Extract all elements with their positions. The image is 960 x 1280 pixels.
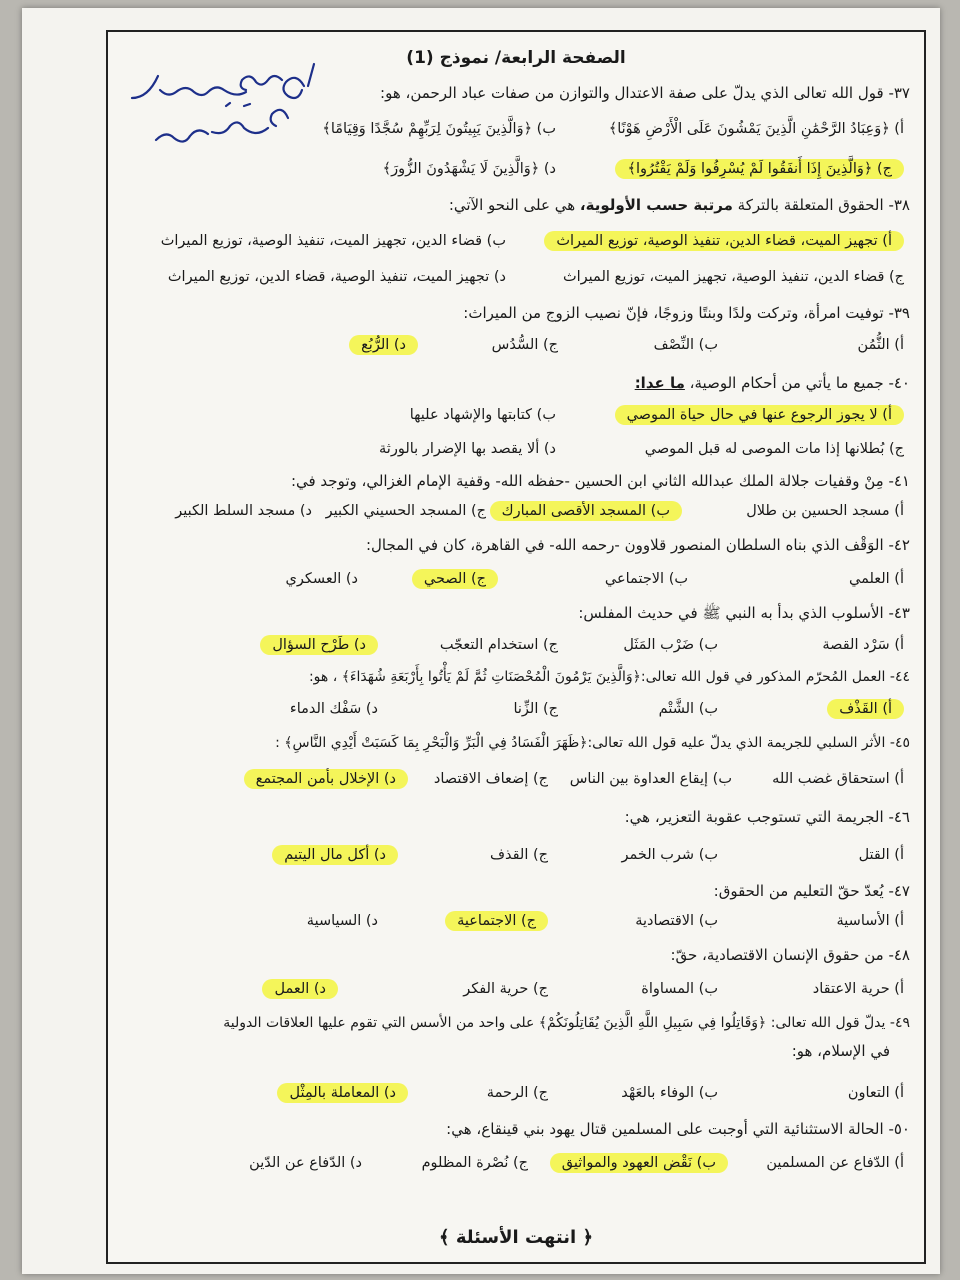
q42-option-d: د) العسكري <box>285 571 358 587</box>
exam-frame <box>106 30 926 1264</box>
question-46: ٤٦- الجريمة التي تستوجب عقوبة التعزير، هي: <box>624 808 910 826</box>
q40-option-a: أ) لا يجوز الرجوع عنها في حال حياة الموصي <box>615 405 904 425</box>
q45-option-c: ج) إضعاف الاقتصاد <box>433 771 548 787</box>
q37-option-d: د) ﴿وَالَّذِينَ لَا يَشْهَدُونَ الزُّورَ﴾ <box>382 161 556 177</box>
q38-option-b: ب) قضاء الدين، تجهيز الميت، تنفيذ الوصية، توزيع الميراث <box>160 233 506 249</box>
q42-option-b: ب) الاجتماعي <box>604 571 688 587</box>
q43-option-c: ج) استخدام التعجّب <box>439 637 558 653</box>
paper-sheet <box>22 8 940 1274</box>
end-of-questions: ﴿ انتهت الأسئلة ﴾ <box>439 1227 593 1248</box>
question-43: ٤٣- الأسلوب الذي بدأ به النبي ﷺ في حديث المفلس: <box>578 604 910 622</box>
q44-option-b: ب) الشَّتْم <box>658 701 718 717</box>
q49-option-a: أ) التعاون <box>847 1085 904 1101</box>
q44-option-c: ج) الزِّنا <box>513 701 558 717</box>
q50-option-d: د) الدّفاع عن الدّين <box>249 1155 362 1171</box>
question-41: ٤١- مِنْ وقفيات جلالة الملك عبدالله الثاني ابن الحسين -حفظه الله- وقفية الإمام الغزالي، وتوجد في: <box>290 472 910 490</box>
question-38: ٣٨- الحقوق المتعلقة بالتركة مرتبة حسب الأولوية، هي على النحو الآتي: <box>448 196 910 214</box>
q47-option-d: د) السياسية <box>306 913 378 929</box>
q48-option-b: ب) المساواة <box>641 981 718 997</box>
question-45: ٤٥- الأثر السلبي للجريمة الذي يدلّ عليه قول الله تعالى:﴿ظَهَرَ الْفَسَادُ فِي الْبَرِّ وَالْبَحْرِ بِمَا كَسَبَتْ أَيْدِي النَّاسِ﴾ : <box>275 735 910 751</box>
q39-option-c: ج) السُّدُس <box>491 337 558 353</box>
question-47: ٤٧- يُعدّ حقّ التعليم من الحقوق: <box>713 882 910 900</box>
q42-option-c: ج) الصحي <box>412 569 498 589</box>
q38-option-d: د) تجهيز الميت، تنفيذ الوصية، قضاء الدين، توزيع الميراث <box>167 269 506 285</box>
q40-option-d: د) ألا يقصد بها الإضرار بالورثة <box>379 441 556 457</box>
q41-option-c: ج) المسجد الحسيني الكبير <box>325 503 486 519</box>
q40-option-b: ب) كتابتها والإشهاد عليها <box>409 407 556 423</box>
q41-option-a: أ) مسجد الحسين بن طلال <box>746 503 904 519</box>
q45-option-a: أ) استحقاق غضب الله <box>772 771 904 787</box>
q38-option-a: أ) تجهيز الميت، قضاء الدين، تنفيذ الوصية، توزيع الميراث <box>544 231 904 251</box>
q48-option-c: ج) حرية الفكر <box>463 981 548 997</box>
q46-option-d: د) أكل مال اليتيم <box>272 845 398 865</box>
q42-option-a: أ) العلمي <box>848 571 904 587</box>
question-49-continuation: في الإسلام، هو: <box>791 1042 890 1060</box>
q39-option-d: د) الرُّبُع <box>349 335 418 355</box>
q49-option-c: ج) الرحمة <box>486 1085 548 1101</box>
q49-option-d: د) المعاملة بالمِثْل <box>277 1083 408 1103</box>
q50-option-c: ج) نُصْرة المظلوم <box>421 1155 528 1171</box>
q45-option-d: د) الإخلال بأمن المجتمع <box>244 769 408 789</box>
question-40: ٤٠- جميع ما يأتي من أحكام الوصية، ما عدا: <box>634 374 910 392</box>
q37-option-a: أ) ﴿وَعِبَادُ الرَّحْمَٰنِ الَّذِينَ يَمْشُونَ عَلَى الْأَرْضِ هَوْنًا﴾ <box>608 121 904 137</box>
q47-option-b: ب) الاقتصادية <box>635 913 718 929</box>
q43-option-d: د) طَرْح السؤال <box>260 635 378 655</box>
q38-option-c: ج) قضاء الدين، تنفيذ الوصية، تجهيز الميت، توزيع الميراث <box>563 269 904 285</box>
q37-option-c: ج) ﴿وَالَّذِينَ إِذَا أَنفَقُوا لَمْ يُسْرِفُوا وَلَمْ يَقْتُرُوا﴾ <box>615 159 904 179</box>
q48-option-d: د) العمل <box>262 979 338 999</box>
q41-option-d: د) مسجد السلط الكبير <box>175 503 312 519</box>
question-48: ٤٨- من حقوق الإنسان الاقتصادية، حقّ: <box>670 946 910 964</box>
q46-option-c: ج) القذف <box>489 847 548 863</box>
question-50: ٥٠- الحالة الاستثنائية التي أوجبت على المسلمين قتال يهود بني قينقاع، هي: <box>446 1120 910 1138</box>
question-49: ٤٩- يدلّ قول الله تعالى: ﴿وَقَاتِلُوا فِي سَبِيلِ اللَّهِ الَّذِينَ يُقَاتِلُونَكُمْ﴾ على واحد من الأسس التي تقوم عليها العلاقات الدولية <box>223 1015 910 1031</box>
question-39: ٣٩- توفيت امرأة، وتركت ولدًا وبنتًا وزوجًا، فإنّ نصيب الزوج من الميراث: <box>463 304 910 322</box>
q47-option-c: ج) الاجتماعية <box>445 911 548 931</box>
q47-option-a: أ) الأساسية <box>836 913 904 929</box>
q40-option-c: ج) بُطلانها إذا مات الموصى له قبل الموصي <box>644 441 904 457</box>
q39-option-a: أ) الثُّمُن <box>857 337 904 353</box>
q50-option-b: ب) نَقْض العهود والمواثيق <box>550 1153 728 1173</box>
q43-option-a: أ) سَرْد القصة <box>822 637 904 653</box>
question-42: ٤٢- الوَقْف الذي بناه السلطان المنصور قلاوون -رحمه الله- في القاهرة، كان في المجال: <box>365 536 910 554</box>
q46-option-a: أ) القتل <box>858 847 904 863</box>
q45-option-b: ب) إيقاع العداوة بين الناس <box>569 771 732 787</box>
q44-option-d: د) سَفْك الدماء <box>289 701 378 717</box>
page-title: الصفحة الرابعة/ نموذج (1) <box>406 48 626 68</box>
q41-option-b: ب) المسجد الأقصى المبارك <box>490 501 682 521</box>
q48-option-a: أ) حرية الاعتقاد <box>812 981 904 997</box>
q50-option-a: أ) الدّفاع عن المسلمين <box>766 1155 904 1171</box>
q49-option-b: ب) الوفاء بالعَهْد <box>621 1085 718 1101</box>
q44-option-a: أ) القَذْف <box>827 699 904 719</box>
q37-option-b: ب) ﴿وَالَّذِينَ يَبِيتُونَ لِرَبِّهِمْ سُجَّدًا وَقِيَامًا﴾ <box>322 121 556 137</box>
q46-option-b: ب) شرب الخمر <box>621 847 718 863</box>
question-44: ٤٤- العمل المُحرّم المذكور في قول الله تعالى:﴿وَالَّذِينَ يَرْمُونَ الْمُحْصَنَاتِ ثُمَّ لَمْ يَأْتُوا بِأَرْبَعَةِ شُهَدَاءَ﴾ ، هو: <box>308 669 910 685</box>
q39-option-b: ب) النِّصْف <box>653 337 718 353</box>
q43-option-b: ب) ضَرْب المَثَل <box>623 637 718 653</box>
question-37: ٣٧- قول الله تعالى الذي يدلّ على صفة الاعتدال والتوازن من صفات عباد الرحمن، هو: <box>380 84 910 102</box>
